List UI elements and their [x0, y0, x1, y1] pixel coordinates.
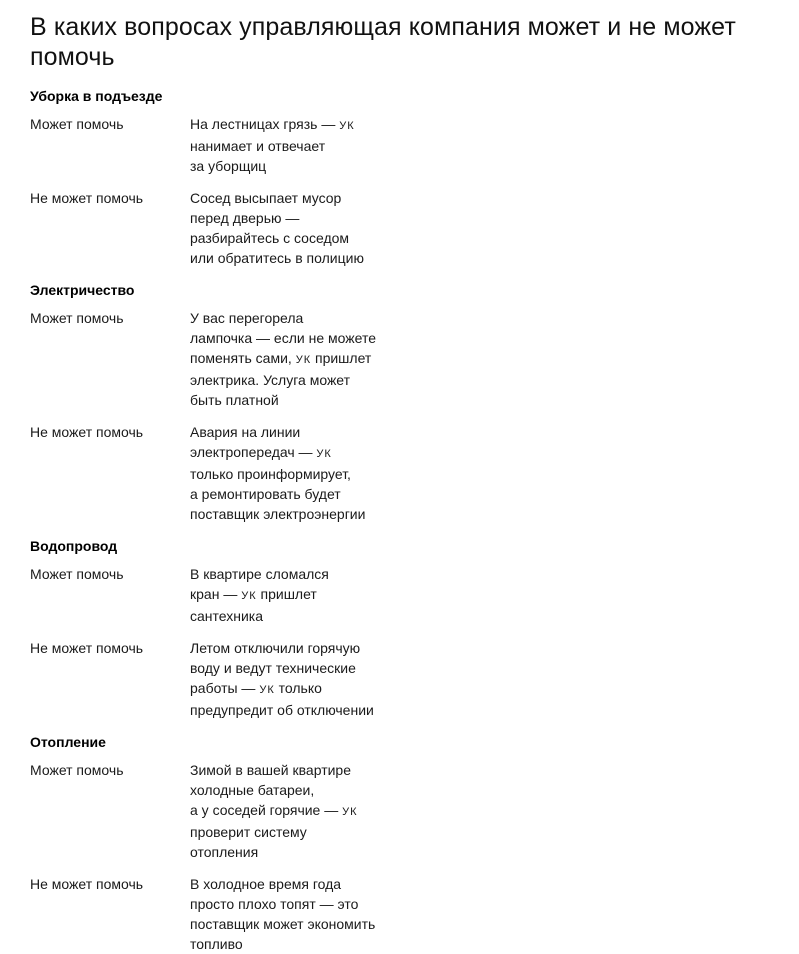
text-line: воду и ведут технические	[190, 660, 356, 676]
text-line: лампочка — если не можете	[190, 330, 376, 346]
text-line: только проинформирует,	[190, 466, 351, 482]
text-line: а у соседей горячие — УК	[190, 802, 358, 818]
row-description	[190, 564, 400, 626]
text-line: или обратитесь в полицию	[190, 250, 364, 266]
text-line: поставщик может экономить	[190, 916, 376, 932]
text-line: разбирайтесь с соседом	[190, 230, 350, 246]
row-cannot-help	[30, 638, 769, 720]
text-line: топливо	[190, 936, 243, 952]
row-description	[190, 874, 400, 954]
row-description	[190, 114, 400, 176]
row-cannot-help	[30, 422, 769, 524]
row-description	[190, 308, 400, 410]
section	[30, 280, 769, 524]
text-line: за уборщиц	[190, 158, 267, 174]
text-line: кран — УК пришлет	[190, 586, 317, 602]
row-can-help	[30, 308, 769, 410]
abbr-uk: УК	[241, 590, 257, 602]
abbr-uk: УК	[295, 354, 312, 366]
row-can-help	[30, 114, 769, 176]
text-line: предупредит об отключении	[190, 702, 374, 718]
text-line: электропередач — УК	[190, 444, 332, 460]
row-label: Не может помочь	[30, 876, 144, 892]
section-title: Водопровод	[30, 538, 118, 554]
text-line: У вас перегорела	[190, 310, 304, 326]
text-line: проверит систему	[190, 824, 307, 840]
row-description	[190, 422, 400, 524]
row-label: Не может помочь	[30, 424, 144, 440]
abbr-uk: УК	[339, 120, 355, 132]
section	[30, 732, 769, 954]
abbr-uk: УК	[342, 806, 358, 818]
abbr-uk: УК	[316, 448, 332, 460]
text-line: На лестницах грязь — УК	[190, 116, 355, 132]
row-description	[190, 638, 400, 720]
section	[30, 536, 769, 720]
text-line: Летом отключили горячую	[190, 640, 361, 656]
row-label: Может помочь	[30, 116, 124, 132]
text-line: нанимает и отвечает	[190, 138, 326, 154]
section-title: Электричество	[30, 282, 135, 298]
row-cannot-help	[30, 874, 769, 954]
section-title: Отопление	[30, 734, 106, 750]
text-line: В квартире сломался	[190, 566, 329, 582]
text-line: перед дверью —	[190, 210, 300, 226]
section-title: Уборка в подъезде	[30, 88, 163, 104]
row-description	[190, 760, 400, 862]
page-title: В каких вопросах управляющая компания может и не может помочь	[30, 13, 736, 71]
text-line: В холодное время года	[190, 876, 342, 892]
text-line: а ремонтировать будет	[190, 486, 341, 502]
text-line: Авария на линии	[190, 424, 301, 440]
row-can-help	[30, 564, 769, 626]
row-label: Может помочь	[30, 762, 124, 778]
row-label: Не может помочь	[30, 640, 144, 656]
section	[30, 86, 769, 268]
abbr-uk: УК	[259, 684, 275, 696]
text-line: просто плохо топят — это	[190, 896, 359, 912]
sections-table	[30, 86, 769, 954]
row-can-help	[30, 760, 769, 862]
text-line: сантехника	[190, 608, 264, 624]
row-label: Может помочь	[30, 310, 124, 326]
text-line: Зимой в вашей квартире	[190, 762, 351, 778]
text-line: холодные батареи,	[190, 782, 315, 798]
row-description	[190, 188, 400, 268]
text-line: работы — УК только	[190, 680, 322, 696]
text-line: быть платной	[190, 392, 279, 408]
text-line: Сосед высыпает мусор	[190, 190, 342, 206]
text-line: поменять сами, УК пришлет	[190, 350, 372, 366]
text-line: поставщик электроэнергии	[190, 506, 366, 522]
text-line: электрика. Услуга может	[190, 372, 351, 388]
row-cannot-help	[30, 188, 769, 268]
row-label: Не может помочь	[30, 190, 144, 206]
row-label: Может помочь	[30, 566, 124, 582]
text-line: отопления	[190, 844, 259, 860]
